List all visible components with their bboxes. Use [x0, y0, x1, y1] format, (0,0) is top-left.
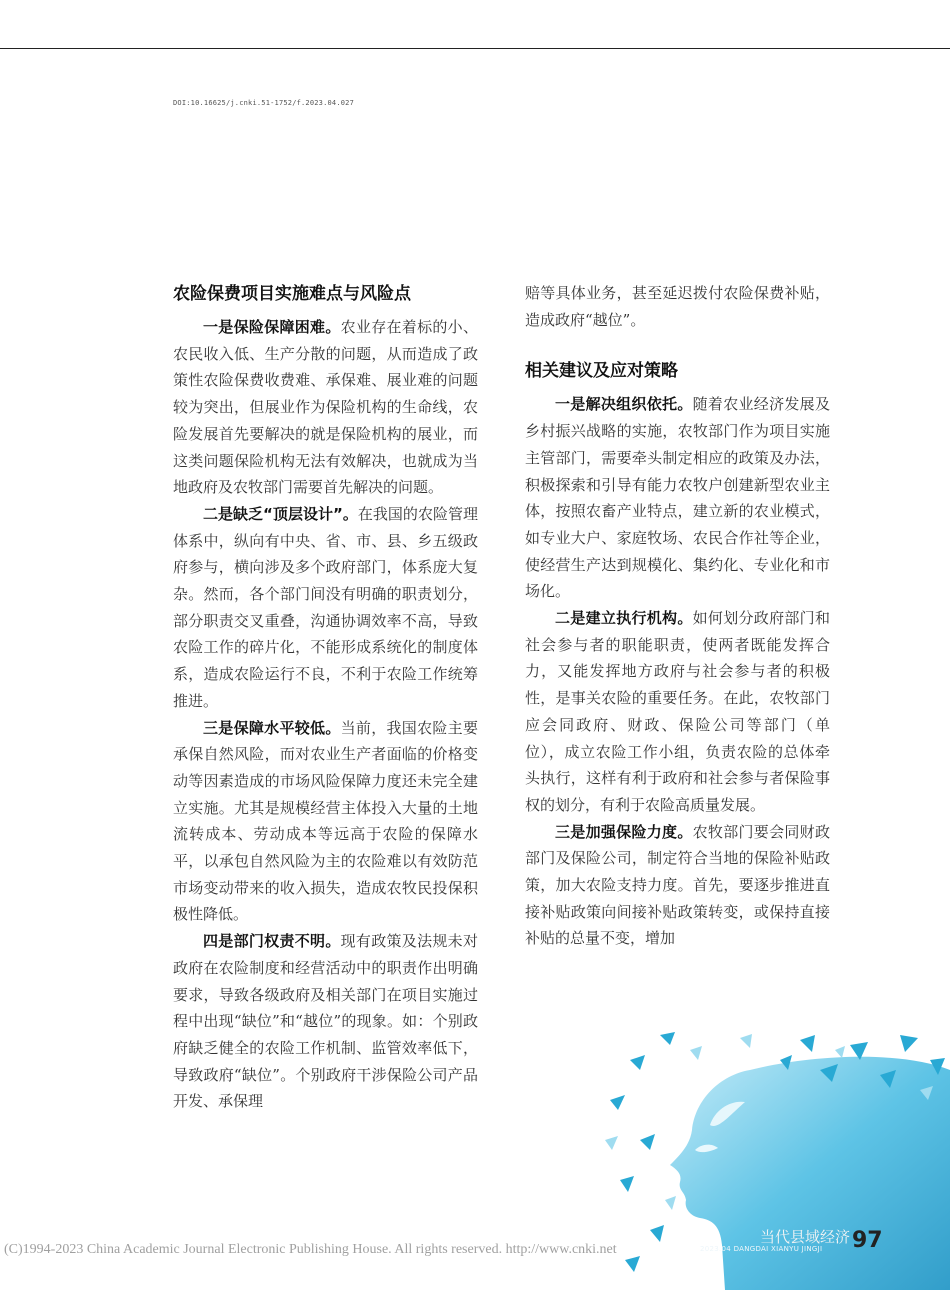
header-rule	[0, 48, 950, 49]
paragraph	[525, 819, 830, 953]
paragraph-text: 现有政策及法规未对政府在农险制度和经营活动中的职责作出明确要求，导致各级政府及相关部门在项目实施过程中出现“缺位”和“越位”的现象。如：个别政府缺乏健全的农险工作机制、监管效率低下，导致政府“缺位”。个别政府干涉保险公司产品开发、承保理	[173, 932, 478, 1111]
journal-issue: 2023.04 DANGDAI XIANYU JINGJI	[700, 1245, 823, 1253]
paragraph-lead: 四是部门权责不明。	[203, 932, 341, 951]
paragraph	[173, 314, 478, 501]
paragraph-text: 在我国的农险管理体系中，纵向有中央、省、市、县、乡五级政府参与，横向涉及多个政府部门，体系庞大复杂。然而，各个部门间没有明确的职责划分，部分职责交叉重叠，沟通协调效率不高，导致农险工作的碎片化，不能形成系统化的制度体系，造成农险运行不良，不利于农险工作统筹推进。	[173, 504, 478, 710]
paragraph-text: 农业存在着标的小、农民收入低、生产分散的问题，从而造成了政策性农险保费收费难、承保难、展业难的问题较为突出，但展业作为保险机构的生命线，农险发展首先要解决的就是保险机构的展业，而这类问题保险机构无法有效解决，也就成为当地政府及农牧部门需要首先解决的问题。	[173, 318, 478, 497]
paragraph-text: 农牧部门要会同财政部门及保险公司，制定符合当地的保险补贴政策，加大农险支持力度。首先，要逐步推进直接补贴政策向间接补贴政策转变，或保持直接补贴的总量不变，增加	[525, 822, 830, 948]
copyright-notice: (C)1994-2023 China Academic Journal Electronic Publishing House. All rights reserved. http://www.cnki.net	[4, 1242, 617, 1257]
right-column	[525, 280, 830, 952]
paragraph	[173, 928, 478, 1115]
left-column	[173, 280, 478, 1115]
section-heading-suggestions: 相关建议及应对策略	[525, 361, 678, 382]
paragraph	[173, 501, 478, 715]
paragraph-lead: 二是缺乏“顶层设计”。	[203, 504, 358, 523]
paragraph-lead: 一是解决组织依托。	[555, 395, 693, 414]
paragraph-text: 随着农业经济发展及乡村振兴战略的实施，农牧部门作为项目实施主管部门，需要牵头制定相应的政策及办法，积极探索和引导有能力农牧户创建新型农业主体，按照农畜产业特点，建立新的农业模式，如专业大户、家庭牧场、农民合作社等企业，使经营生产达到规模化、集约化、专业化和市场化。	[525, 395, 830, 601]
doi-label: DOI:10.16625/j.cnki.51-1752/f.2023.04.027	[173, 99, 354, 107]
paragraph-lead: 三是保障水平较低。	[203, 718, 341, 737]
paragraph	[173, 715, 478, 929]
paragraph-text: 如何划分政府部门和社会参与者的职能职责，使两者既能发挥合力，又能发挥地方政府与社会参与者的积极性，是事关农险的重要任务。在此，农牧部门应会同政府、财政、保险公司等部门（单位），成立农险工作小组，负责农险的总体牵头执行，这样有利于政府和社会参与者保险事权的划分，有利于农险高质量发展。	[525, 609, 830, 814]
journal-name: 当代县域经济	[760, 1228, 851, 1246]
section-heading-difficulties: 农险保费项目实施难点与风险点	[173, 284, 411, 304]
paragraph-lead: 一是保险保障困难。	[203, 318, 341, 336]
paragraph-lead: 三是加强保险力度。	[555, 822, 693, 841]
page-number: 97	[852, 1228, 883, 1253]
paragraph-text: 当前，我国农险主要承保自然风险，而对农业生产者面临的价格变动等因素造成的市场风险保障力度还未完全建立实施。尤其是规模经营主体投入大量的土地流转成本、劳动成本等远高于农险的保障水平，以承包自然风险为主的农险难以有效防范市场变动带来的收入损失，造成农牧民投保积极性降低。	[173, 718, 478, 924]
paragraph-continuation: 赔等具体业务，甚至延迟拨付农险保费补贴，造成政府“越位”。	[525, 284, 830, 329]
paragraph	[525, 391, 830, 605]
paragraph	[525, 605, 830, 819]
paragraph-lead: 二是建立执行机构。	[555, 609, 693, 628]
